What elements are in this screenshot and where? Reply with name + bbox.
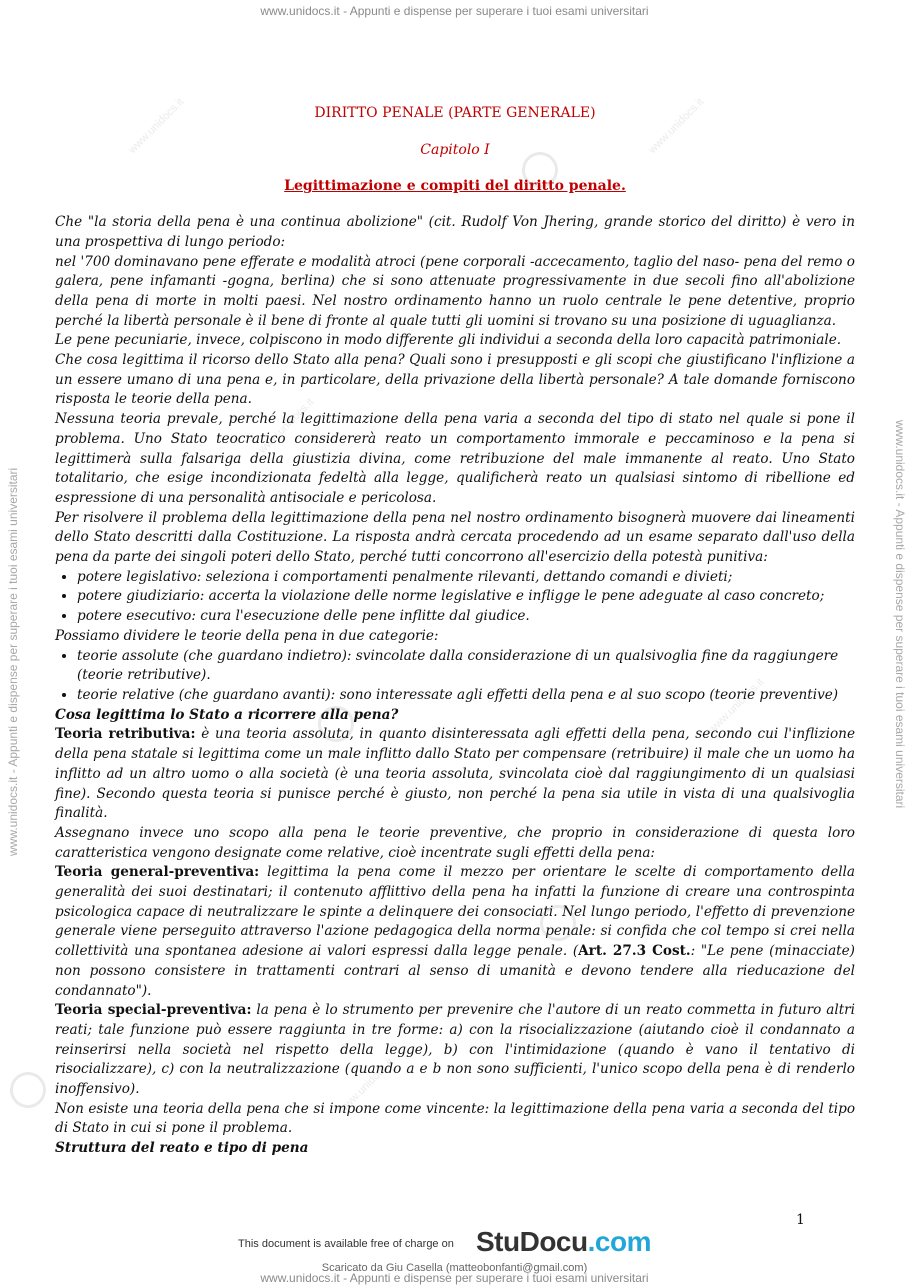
paragraph: Per risolvere il problema della legittimazione della pena nel nostro ordinamento bisognerà muovere dai lineamenti dello Stato descritti dalla Costituzione. La risposta andrà cercata procedendo ad un esame separato dall'uso della pena da parte dei singoli poteri dello Stato, perché tutti concorrono all'esercizio della potestà punitiva: — [55, 509, 855, 566]
powers-list — [55, 568, 855, 627]
document-title: DIRITTO PENALE (PARTE GENERALE) — [314, 105, 596, 121]
watermark-logo-icon — [3, 1065, 52, 1114]
paragraph-special-preventive — [55, 1001, 855, 1100]
watermark-ghost: www.unidocs.it — [706, 676, 767, 736]
paragraph: Che cosa legittima il ricorso dello Stato alla pena? Quali sono i presupposti e gli scopi che giustificano l'inflizione a un essere umano di una pena e, in particolare, della privazione della libertà personale? A tale domande forniscono risposta le teorie della pena. — [55, 352, 855, 408]
footer — [0, 1226, 909, 1266]
list-item: • potere legislativo: seleziona i comportamenti penalmente rilevanti, dettando comandi e divieti; — [77, 568, 855, 588]
document-body — [55, 104, 855, 1159]
availability-note: This document is available free of charge on — [238, 1238, 454, 1250]
term-text: la pena è lo strumento per prevenire che l'autore di un reato commetta in futuro altri reati; tale funzione può essere raggiunta in tre forme: a) con la risocializzazione (aiutando cioè il condannato a reinserirsi nella società nel rispetto della legge), b) con l'intimidazione (quando è vano il tentativo di risocializzare), c) con la neutralizzazione (quando a e b non sono sufficienti, l'unico scopo della pena è di renderlo inoffensivo). — [55, 1002, 855, 1098]
watermark-ghost: www.unidocs.it — [256, 396, 317, 456]
paragraph: Le pene pecuniarie, invece, colpiscono in modo differente gli individui a seconda della loro capacità patrimoniale. — [55, 332, 842, 349]
paragraph: Che "la storia della pena è una continua abolizione" (cit. Rudolf Von Jhering, grande storico del diritto) è vero in una prospettiva di lungo periodo: — [55, 214, 855, 250]
chapter-label: Capitolo I — [420, 141, 490, 158]
question-heading: Cosa legittima lo Stato a ricorrere alla pena? — [55, 706, 399, 723]
watermark-ghost: www.unidocs.it — [646, 96, 707, 156]
term-label: Teoria retributiva: — [55, 726, 196, 743]
paragraph: Possiamo dividere le teorie della pena in due categorie: — [55, 627, 439, 644]
theories-list — [55, 647, 855, 706]
logo-main: StuDocu — [476, 1226, 588, 1257]
paragraph: Assegnano invece uno scopo alla pena le teorie preventive, che proprio in considerazione di questa loro caratteristica vengono designate come relative, cioè incentrate sugli effetti della pena: — [55, 824, 855, 861]
paragraph: nel '700 dominavano pene efferate e modalità atroci (pene corporali -accecamento, taglio del naso- pena del remo o galera, pene infamanti -gogna, berlina) che si sono attenuate progressivamente in due secoli fino all'abolizione della pena di morte in molti paesi. Nel nostro ordinamento hanno un ruolo centrale le pene detentive, proprio perché la libertà personale è il bene di fronte al quale tutti gli uomini si trovano su una posizione di uguaglianza. — [55, 253, 855, 329]
list-item: • teorie relative (che guardano avanti): sono interessate agli effetti della pena e al suo scopo (teorie preventive) — [77, 686, 855, 706]
article-quote: : "Le pene (minacciate) non possono consistere in trattamenti contrari al senso di umanità e devono tendere alla rieducazione del condannato"). — [55, 943, 855, 999]
watermark-right: www.unidocs.it - Appunti e dispense per superare i tuoi esami universitari — [893, 420, 907, 809]
paragraph: Nessuna teoria prevale, perché la legittimazione della pena varia a seconda del tipo di stato nel quale si pone il problema. Uno Stato teocratico considererà reato un comportamento immorale e peccaminoso e la pena si legittimerà sulla falsariga della giustizia divina, come retribuzione del male immanente al reato. Uno Stato totalitario, che esige incondizionata fedeltà alla legge, qualificherà reato un qualsiasi sintomo di ribellione ed espressione di una personalità antisociale e pericolosa. — [55, 411, 855, 506]
studocu-logo[interactable] — [476, 1226, 651, 1258]
list-item: • potere esecutivo: cura l'esecuzione delle pene inflitte dal giudice. — [77, 607, 855, 627]
term-label: Teoria general-preventiva: — [55, 864, 260, 881]
watermark-ghost: www.unidocs.it — [336, 1056, 397, 1116]
paragraph-retributive — [55, 725, 855, 824]
watermark-top: www.unidocs.it - Appunti e dispense per superare i tuoi esami universitari — [260, 4, 649, 18]
article-reference: Art. 27.3 Cost. — [578, 943, 691, 960]
logo-suffix: .com — [587, 1226, 651, 1257]
term-text: è una teoria assoluta, in quanto disinteressata agli effetti della pena, secondo cui l'inflizione della pena statale si legittima come un male inflitto dallo Stato per compensare (retribuire) il male che un uomo ha inflitto ad un altro uomo o alla società (è una teoria assoluta, svincolata cioè dal raggiungimento di un qualsiasi fine). Secondo questa teoria si punisce perché è giusto, non perché la pena sia utile in vista di una qualsivoglia finalità. — [55, 726, 855, 822]
paragraph: Non esiste una teoria della pena che si impone come vincente: la legittimazione della pena varia a seconda del tipo di Stato in cui si pone il problema. — [55, 1100, 855, 1137]
list-item: • teorie assolute (che guardano indietro): svincolate dalla considerazione di un qualsivoglia fine da raggiungere (teorie retributive). — [77, 647, 855, 686]
watermark-ghost: www.unidocs.it — [126, 96, 187, 156]
list-item: • potere giudiziario: accerta la violazione delle norme legislative e infligge le pene adeguate al caso concreto; — [77, 587, 855, 607]
page-number: 1 — [796, 1212, 805, 1228]
watermark-left: www.unidocs.it - Appunti e dispense per superare i tuoi esami universitari — [6, 467, 20, 856]
paragraph-general-preventive — [55, 863, 855, 1001]
subsection-heading: Struttura del reato e tipo di pena — [55, 1140, 309, 1157]
watermark-bottom: www.unidocs.it - Appunti e dispense per superare i tuoi esami universitari — [260, 1271, 649, 1285]
term-text: legittima la pena come il mezzo per orientare le scelte di comportamento della generalità dei suoi destinatari; il contenuto afflittivo della pena ha infatti la funzione di creare una controspinta psicologica capace di neutralizzare le spinte a delinquere dei consociati. Nel lungo periodo, l'effetto di prevenzione generale viene perseguito attraverso l'azione pedagogica della norma penale: si confida che col tempo si crei nella collettività una spontanea adesione ai valori espressi dalla legge penale. ( — [55, 864, 856, 960]
term-label: Teoria special-preventiva: — [55, 1002, 252, 1019]
section-heading: Legittimazione e compiti del diritto penale. — [284, 178, 626, 195]
downloaded-by: Scaricato da Giu Casella (matteobonfanti@gmail.com) — [321, 1262, 588, 1274]
